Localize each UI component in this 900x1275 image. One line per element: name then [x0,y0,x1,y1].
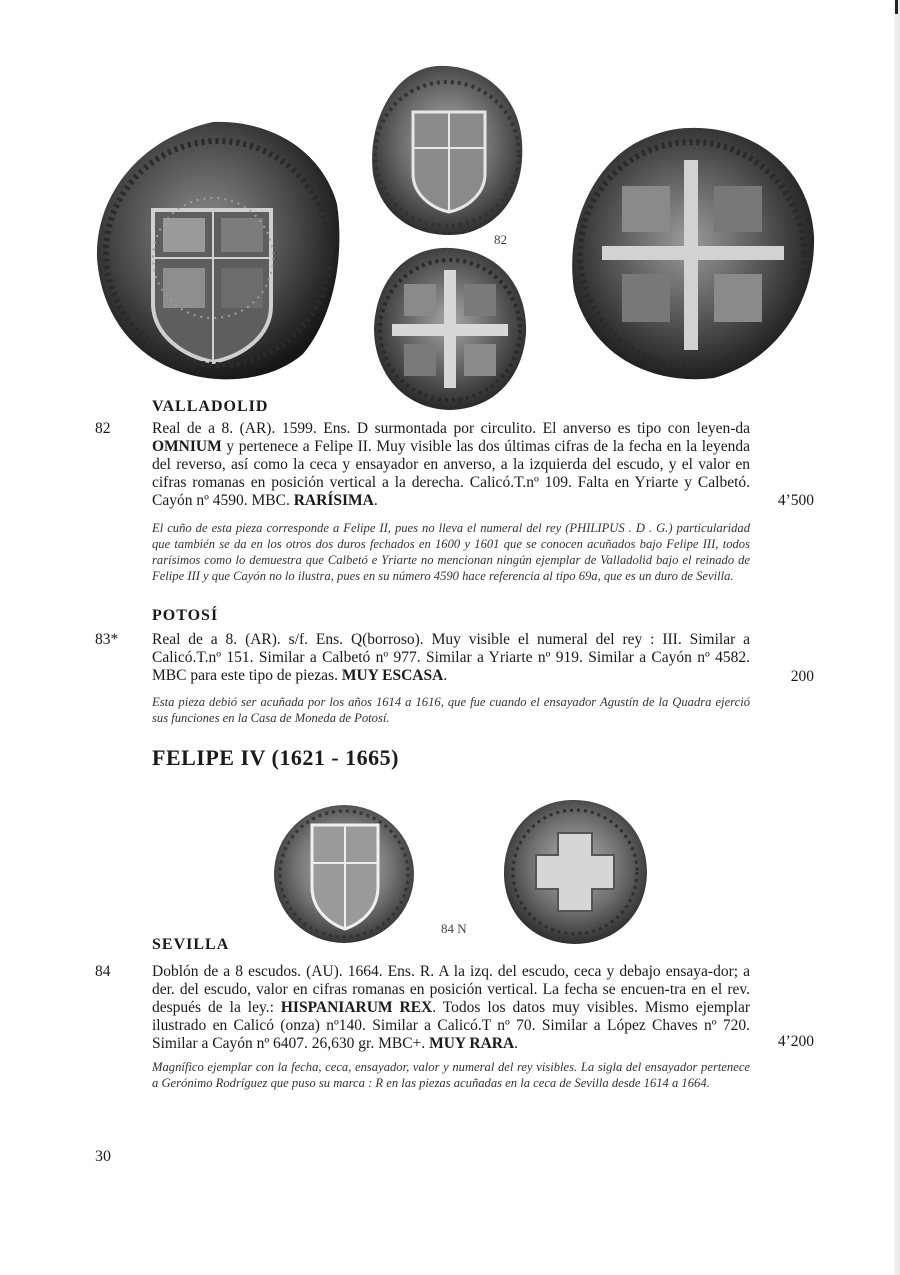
lot-number-82: 82 [95,420,111,437]
coin-84-obverse-image [272,803,417,945]
coin-82-center-obverse-image [367,62,525,238]
lot-price-83: 200 [790,668,814,685]
lot-number-84: 84 [95,963,111,980]
reign-heading-felipe-iv: FELIPE IV (1621 - 1665) [152,745,399,770]
lot-price-82: 4’500 [777,492,814,509]
coin-82-center-reverse-image [370,244,530,414]
lot-description-84: Doblón de a 8 escudos. (AU). 1664. Ens. R. A la izq. del escudo, ceca y debajo ensaya-dor; a der. del escudo, valor en cifras romanas en posición vertical. La fecha se encuen-tra en el rev. después de la ley.: HISPANIARUM REX. Todos los datos muy visibles. Mismo ejemplar ilustrado en Calicó (onza) nº140. Similar a Calicó.T nº 70. Similar a López Chaves nº 720. Similar a Cayón nº 6407. 26,630 gr. MBC+. MUY RARA. [152,963,751,1052]
coin-caption-84: 84 N [441,921,467,936]
page-number: 30 [95,1148,111,1165]
lot-note-84: Magnífico ejemplar con la fecha, ceca, ensayador, valor y numeral del rey visibles. La sigla del ensayador pertenece a Gerónimo Rodríguez que puso su marca : R en las piezas acuñadas en la ceca de Sevilla desde 1614 a 1664. [152,1060,750,1090]
section-heading-potosi: POTOSÍ [152,607,219,624]
lot-note-83: Esta pieza debió ser acuñada por los años 1614 a 1616, que fue cuando el ensayador Agustín de la Quadra ejerció sus funciones en la Casa de Moneda de Potosí. [152,695,750,725]
coin-84-reverse-image [500,797,650,947]
lot-note-82: El cuño de esta pieza corresponde a Felipe II, pues no lleva el numeral del rey (PHILIPUS . D . G.) particularidad que también se da en los otros dos duros fechados en 1600 y 1601 que se conocen acuñados bajo Felipe III, todos rarísimos como lo demuestra que Calbetó e Yriarte no mencionan ningún ejemplar de Valladolid bajo el reinado de Felipe III y que Cayón no lo ilustra, pues en su número 4590 hace referencia al tipo 69a, que es un duro de Sevilla. [152,521,750,583]
coin-caption-82: 82 [494,232,507,247]
coin-82-reverse-image [566,124,818,384]
section-heading-sevilla: SEVILLA [152,936,230,953]
coin-82-obverse-image [93,118,343,386]
page-edge-mark [895,0,898,14]
section-heading-valladolid: VALLADOLID [152,398,269,415]
lot-price-84: 4’200 [777,1033,814,1050]
lot-description-83: Real de a 8. (AR). s/f. Ens. Q(borroso). Muy visible el numeral del rey : III. Similar a Calicó.T.nº 151. Similar a Calbetó nº 977. Similar a Yriarte nº 919. Similar a Cayón nº 4582. MBC para este tipo de piezas. MUY ESCASA. [152,631,750,684]
lot-number-83: 83* [95,631,119,648]
page-edge [894,0,900,1275]
lot-description-82: Real de a 8. (AR). 1599. Ens. D surmontada por circulito. El anverso es tipo con leyen-da OMNIUM y pertenece a Felipe II. Muy visible las dos últimas cifras de la fecha en la leyenda del reverso, así como la ceca y ensayador en anverso, a la izquierda del escudo, y el valor en cifras romanas en posición vertical a la derecha. Calicó.T.nº 109. Falta en Yriarte y Calbetó. Cayón nº 4590. MBC. RARÍSIMA. [152,420,750,509]
